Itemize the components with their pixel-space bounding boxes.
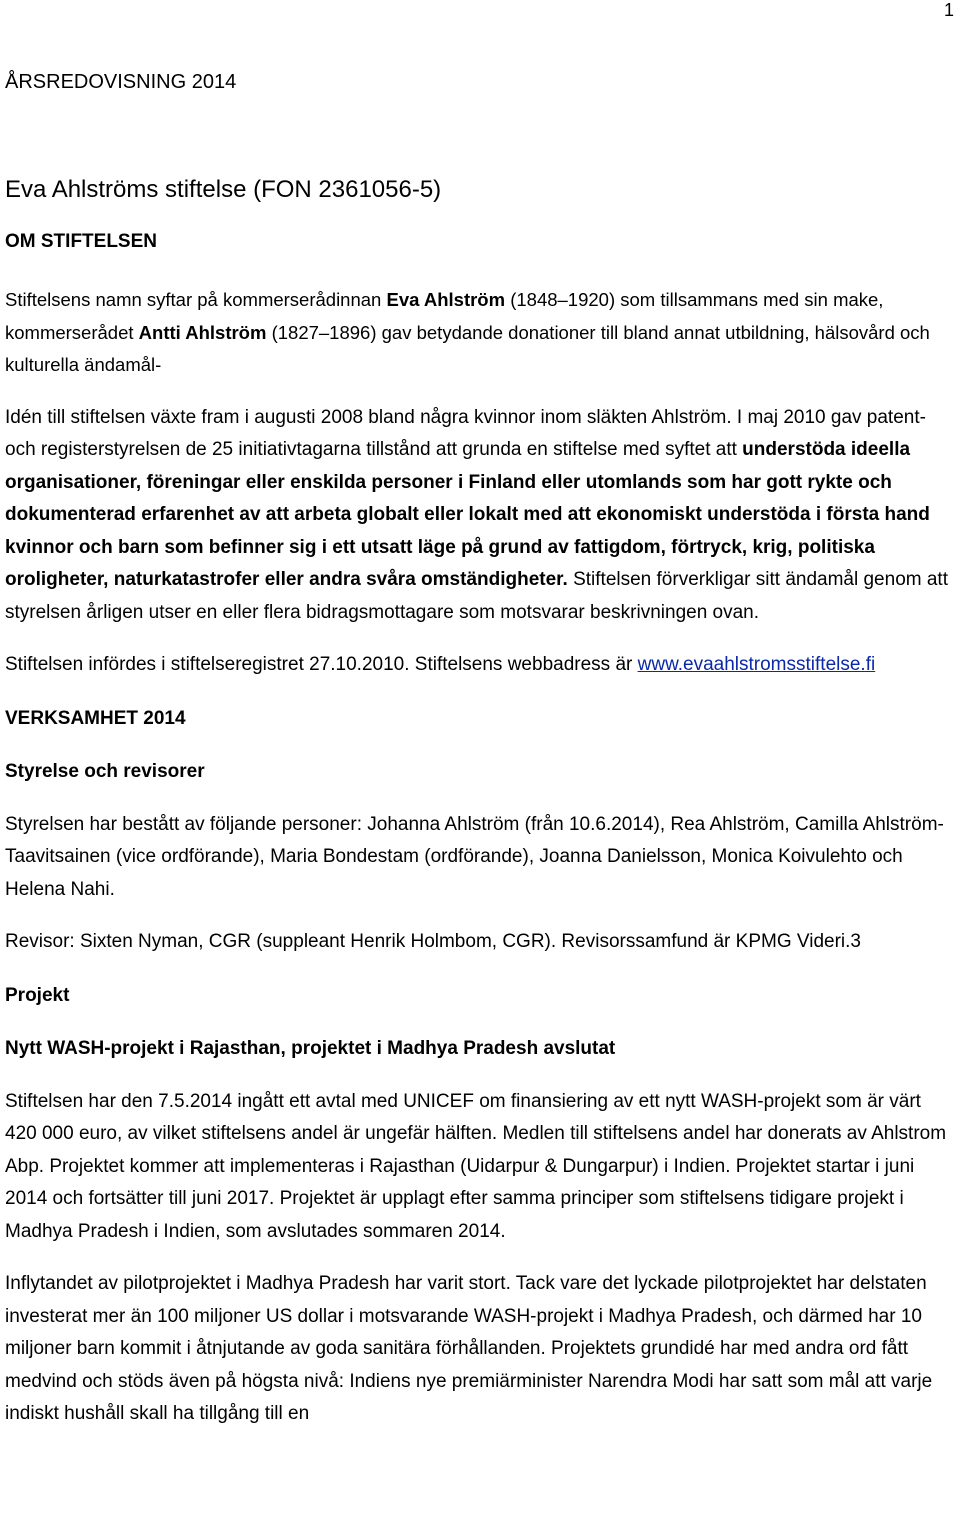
text-segment: Stiftelsens namn syftar på kommerserådinnan bbox=[5, 289, 387, 310]
paragraph-foundation-origin bbox=[5, 402, 957, 630]
bold-purpose-statement: understöda ideella organisationer, föreningar eller enskilda personer i Finland eller utomlands som har gott rykte och dokumenterad erfarenhet av att arbeta globalt eller lokalt med att ekonomiskt understöda i första hand kvinnor och barn som befinner sig i ett utsatt läge på grund av fattigdom, förtryck, krig, politiska oroligheter, naturkatastrofer eller andra svåra omständigheter. bbox=[5, 439, 930, 590]
bold-name-eva: Eva Ahlström bbox=[386, 289, 506, 310]
section-heading-om-stiftelsen: OM STIFTELSEN bbox=[5, 231, 157, 252]
text-segment: (1827–1896) gav betydande donationer till bland annat utbildning, hälsovård och kulturella ändamål- bbox=[5, 321, 930, 375]
page-number: 1 bbox=[943, 0, 954, 20]
text-segment: Stiftelsen förverkligar sitt ändamål genom att styrelsen årligen utser en eller flera bidragsmottagare som motsvarar beskrivningen ovan. bbox=[5, 569, 948, 623]
text-segment: (1848–1920) som tillsammans med sin make, kommerserådet bbox=[5, 289, 884, 343]
section-heading-projekt: Projekt bbox=[5, 984, 70, 1006]
text-segment: Idén till stiftelsen växte fram i augusti 2008 bland några kvinnor inom släkten Ahlström. I maj 2010 gav patent- och registerstyrelsen de 25 initiativtagarna tillstånd att grunda en stiftelse med syftet att bbox=[5, 406, 926, 460]
document-title: Eva Ahlströms stiftelse (FON 2361056-5) bbox=[5, 176, 442, 203]
text-segment: Stiftelsen infördes i stiftelseregistret 27.10.2010. Stiftelsens webbadress är bbox=[5, 654, 638, 675]
paragraph-registry bbox=[5, 649, 957, 682]
paragraph-pilot-impact: Inflytandet av pilotprojektet i Madhya Pradesh har varit stort. Tack vare det lyckade pilotprojektet har delstaten investerat mer än 100 miljoner US dollar i motsvarande WASH-projekt i Madhya Pradesh, och därmed har 10 miljoner barn kommit i åtnjutande av goda sanitära förhållanden. Projektets grundidé har med andra ord fått medvind och stöds även på högsta nivå: Indiens nye premiärminister Narendra Modi har satt som mål att varje indiskt hushåll skall ha tillgång till en bbox=[5, 1273, 933, 1424]
bold-name-antti: Antti Ahlström bbox=[138, 321, 267, 343]
paragraph-board-members: Styrelsen har bestått av följande personer: Johanna Ahlström (från 10.6.2014), Rea Ahlström, Camilla Ahlström-Taavitsainen (vice ordförande), Maria Bondestam (ordförande), Joanna Danielsson, Monica Koivulehto och Helena Nahi. bbox=[5, 813, 944, 900]
website-link[interactable]: www.evaahlstromsstiftelse.fi bbox=[637, 654, 876, 675]
section-heading-verksamhet: VERKSAMHET 2014 bbox=[5, 707, 186, 729]
paragraph-foundation-name bbox=[5, 284, 957, 382]
document-body bbox=[5, 66, 957, 1431]
document-type-heading: ÅRSREDOVISNING 2014 bbox=[5, 71, 237, 93]
subheading-wash-project: Nytt WASH-projekt i Rajasthan, projektet i Madhya Pradesh avslutat bbox=[5, 1037, 616, 1059]
subheading-styrelse: Styrelse och revisorer bbox=[5, 760, 205, 782]
paragraph-auditor: Revisor: Sixten Nyman, CGR (suppleant Henrik Holmbom, CGR). Revisorssamfund är KPMG Videri.3 bbox=[5, 931, 861, 952]
paragraph-wash-project: Stiftelsen har den 7.5.2014 ingått ett avtal med UNICEF om finansiering av ett nytt WASH-projekt som är värt 420 000 euro, av vilket stiftelsens andel är ungefär hälften. Medlen till stiftelsens andel har donerats av Ahlstrom Abp. Projektet kommer att implementeras i Rajasthan (Uidarpur & Dungarpur) i Indien. Projektet startar i juni 2014 och fortsätter till juni 2017. Projektet är upplagt efter samma principer som stiftelsens tidigare projekt i Madhya Pradesh i Indien, som avslutades sommaren 2014. bbox=[5, 1090, 947, 1242]
